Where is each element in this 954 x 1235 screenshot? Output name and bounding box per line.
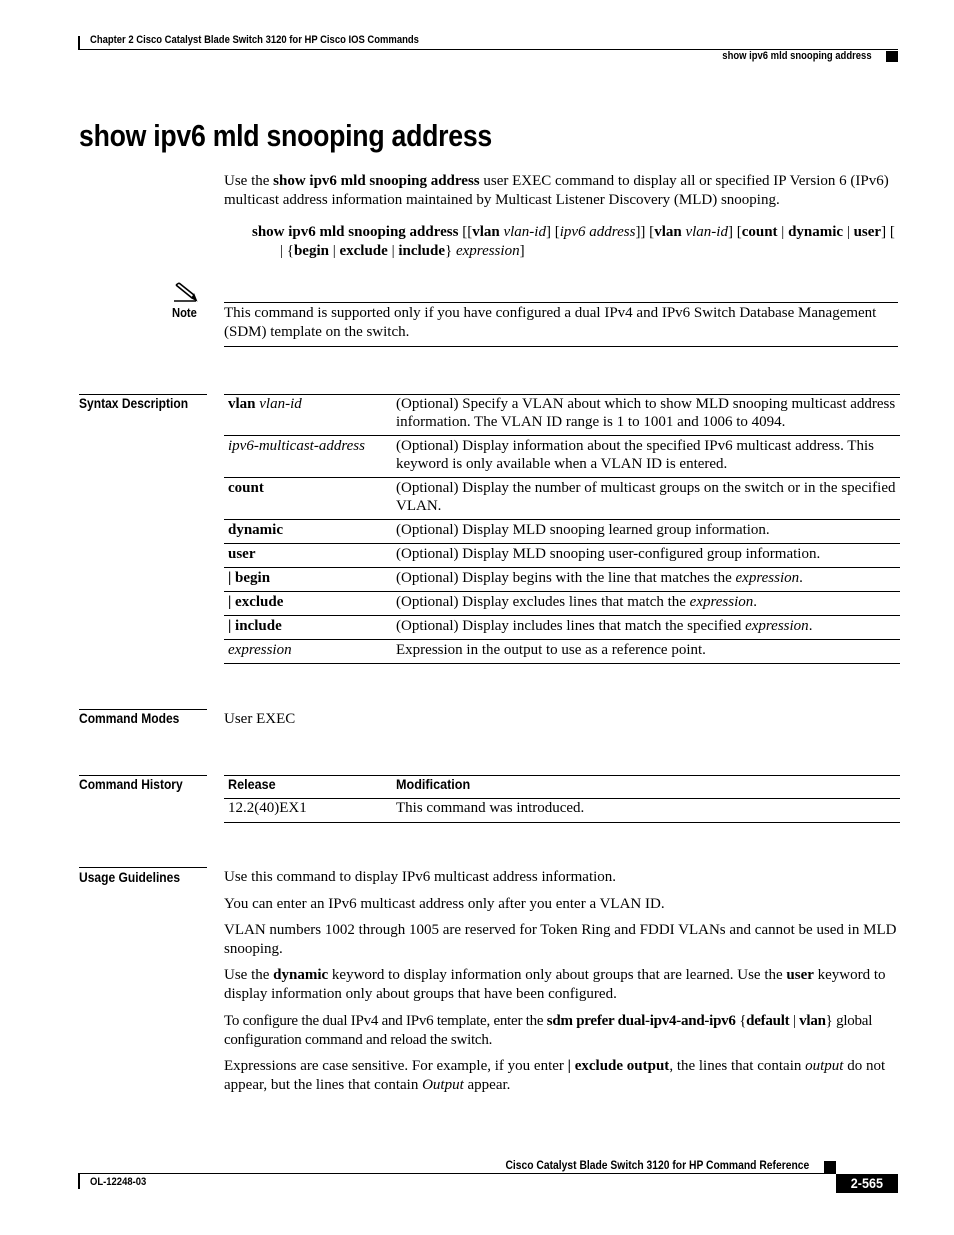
usage-paragraph-3: VLAN numbers 1002 through 1005 are reserved for Token Ring and FDDI VLANs and cannot be used in MLD snooping.	[224, 922, 897, 957]
syntax-description-text: expression	[735, 570, 800, 586]
history-header-rule	[224, 798, 900, 799]
syntax-description-text: expression	[689, 594, 754, 610]
footer-rule-left	[78, 1173, 80, 1189]
syntax-description-cell	[392, 478, 900, 520]
pencil-icon	[172, 282, 198, 304]
syntax-row	[224, 616, 900, 640]
footer-rule	[78, 1173, 836, 1174]
syntax-keyword-cell	[224, 568, 392, 592]
footer-doc-number: OL-12248-03	[90, 1176, 147, 1188]
syntax-row	[224, 394, 900, 436]
syntax-table	[224, 394, 900, 664]
history-col-release: Release	[228, 776, 276, 792]
syntax-keyword: | begin	[228, 570, 271, 586]
syntax-keyword-cell	[224, 616, 392, 640]
syntax-description-heading: Syntax Description	[79, 395, 189, 411]
syntax-description-cell	[392, 592, 900, 616]
history-modification-cell: This command was introduced.	[396, 800, 585, 816]
syntax-keyword-cell	[224, 592, 392, 616]
syntax-description-cell	[392, 436, 900, 478]
syntax-description-cell	[392, 568, 900, 592]
syntax-row	[224, 592, 900, 616]
usage-guidelines-heading: Usage Guidelines	[79, 869, 181, 885]
syntax-keyword: user	[228, 546, 256, 562]
command-modes-heading: Command Modes	[79, 710, 180, 726]
syntax-description-text: (Optional) Display MLD snooping learned group information.	[396, 522, 770, 538]
footer-reference: Cisco Catalyst Blade Switch 3120 for HP Command Reference	[505, 1158, 809, 1172]
page-title: show ipv6 mld snooping address	[79, 118, 492, 153]
note-bottom-rule	[224, 346, 898, 347]
syntax-description-cell	[392, 640, 900, 664]
syntax-row	[224, 640, 900, 664]
syntax-description-text: (Optional) Display the number of multicast groups on the switch or in the specified VLAN.	[396, 480, 896, 514]
syntax-row	[224, 436, 900, 478]
page-number: 2-565	[836, 1174, 898, 1193]
syntax-description-text: .	[808, 618, 813, 634]
intro-paragraph: Use the show ipv6 mld snooping address user EXEC command to display all or specified IP Version 6 (IPv6) multicast address information maintained by Multicast Listener Discovery (MLD) snooping.	[224, 173, 889, 208]
syntax-row	[224, 520, 900, 544]
syntax-row	[224, 544, 900, 568]
command-modes-text: User EXEC	[224, 711, 296, 727]
history-release-cell: 12.2(40)EX1	[228, 800, 307, 816]
note-top-rule	[224, 302, 898, 303]
usage-paragraph-1: Use this command to display IPv6 multicast address information.	[224, 869, 617, 885]
syntax-description-text: (Optional) Display begins with the line that matches the	[396, 570, 736, 586]
syntax-argument: vlan-id	[255, 396, 302, 412]
syntax-description-text: (Optional) Display MLD snooping user-configured group information.	[396, 546, 821, 562]
history-bottom-rule	[224, 822, 900, 823]
syntax-description-cell	[392, 394, 900, 436]
command-syntax: show ipv6 mld snooping address [[vlan vlan-id] [ipv6 address]] [vlan vlan-id] [count | dynamic | user] [ | {begin | exclude | include} expression]	[252, 224, 895, 259]
syntax-description-cell	[392, 616, 900, 640]
note-text: This command is supported only if you have configured a dual IPv4 and IPv6 Switch Database Management (SDM) template on the switch.	[224, 305, 877, 340]
syntax-keyword-cell	[224, 544, 392, 568]
syntax-description-text: .	[799, 570, 803, 586]
syntax-row	[224, 478, 900, 520]
syntax-argument: ipv6-multicast-address	[228, 438, 365, 454]
syntax-keyword: | include	[228, 618, 282, 634]
header-chapter: Chapter 2 Cisco Catalyst Blade Switch 3120 for HP Cisco IOS Commands	[90, 34, 419, 46]
syntax-description-text: .	[753, 594, 758, 610]
syntax-keyword-cell	[224, 640, 392, 664]
syntax-keyword: count	[228, 480, 264, 496]
syntax-description-text: (Optional) Specify a VLAN about which to show MLD snooping multicast address information. The VLAN ID range is 1 to 1001 and 1006 to 4094.	[396, 396, 896, 430]
usage-paragraph-5: To configure the dual IPv4 and IPv6 template, enter the sdm prefer dual-ipv4-and-ipv6 {default | vlan} global configuration command and reload the switch.	[224, 1013, 873, 1048]
syntax-description-text: (Optional) Display includes lines that match the specified	[396, 618, 746, 634]
header-marker	[886, 51, 898, 62]
usage-paragraph-6: Expressions are case sensitive. For example, if you enter | exclude output, the lines that contain output do not appear, but the lines that contain Output appear.	[224, 1058, 886, 1093]
usage-paragraph-4: Use the dynamic keyword to display information only about groups that are learned. Use the user keyword to display information only about groups that have been configured.	[224, 967, 886, 1002]
history-col-modification: Modification	[396, 776, 471, 792]
syntax-description-text: (Optional) Display excludes lines that match the	[396, 594, 690, 610]
syntax-keyword: vlan	[228, 396, 256, 412]
syntax-row	[224, 568, 900, 592]
syntax-description-text: (Optional) Display information about the specified IPv6 multicast address. This keyword is only available when a VLAN ID is entered.	[396, 438, 874, 472]
syntax-keyword-cell	[224, 436, 392, 478]
syntax-keyword: | exclude	[228, 594, 284, 610]
syntax-keyword-cell	[224, 520, 392, 544]
header-rule-left	[78, 36, 80, 50]
header-section: show ipv6 mld snooping address	[722, 50, 872, 62]
syntax-keyword-cell	[224, 478, 392, 520]
syntax-description-text: Expression in the output to use as a reference point.	[396, 642, 706, 658]
syntax-description-cell	[392, 520, 900, 544]
history-top-rule	[224, 775, 900, 776]
syntax-description-text: expression	[745, 618, 809, 634]
syntax-description-cell	[392, 544, 900, 568]
command-history-heading: Command History	[79, 776, 183, 792]
note-label: Note	[172, 305, 197, 320]
usage-paragraph-2: You can enter an IPv6 multicast address only after you enter a VLAN ID.	[224, 896, 665, 912]
syntax-argument: expression	[228, 642, 292, 658]
syntax-keyword-cell	[224, 394, 392, 436]
syntax-keyword: dynamic	[228, 522, 284, 538]
usage-guidelines-rule	[79, 867, 207, 868]
